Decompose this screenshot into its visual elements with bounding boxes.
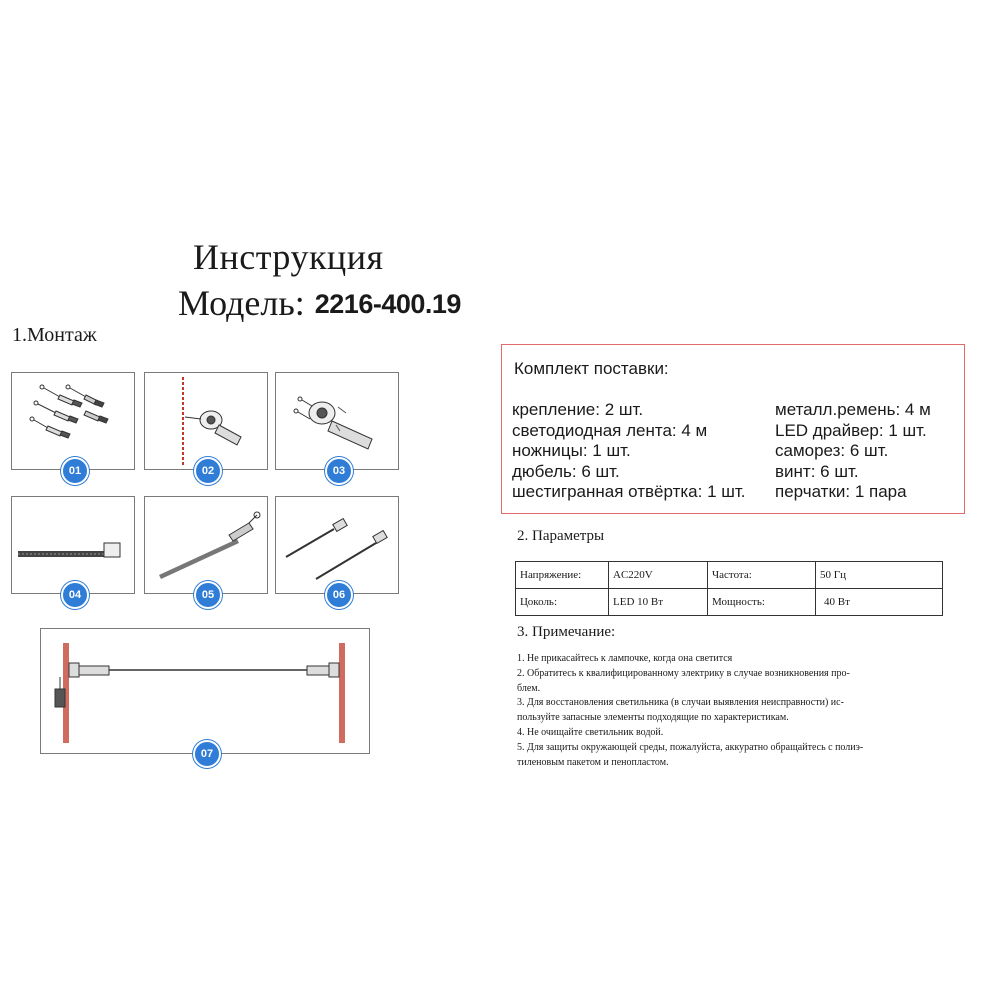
param-value: 40 Вт	[816, 589, 943, 616]
note-line: блем.	[517, 682, 541, 694]
step-badge-02: 02	[194, 457, 222, 485]
step-badge-05: 05	[194, 581, 222, 609]
step-badge-01: 01	[61, 457, 89, 485]
param-value: 50 Гц	[816, 562, 943, 589]
kit-item: ножницы: 1 шт.	[512, 441, 631, 460]
note-line: 2. Обратитесь к квалифицированному электрику в случае возникновения про-	[517, 667, 850, 679]
param-value: LED 10 Вт	[609, 589, 708, 616]
step-03-panel	[275, 372, 399, 477]
kit-item: шестигранная отвёртка: 1 шт.	[512, 482, 746, 501]
kit-item: саморез: 6 шт.	[775, 441, 889, 460]
note-line: 4. Не очищайте светильник водой.	[517, 726, 664, 738]
model-label: Модель:	[178, 283, 305, 323]
step-01-panel	[11, 372, 135, 477]
package-contents-title: Комплект поставки:	[514, 359, 669, 378]
kit-item: крепление: 2 шт.	[512, 400, 644, 419]
step-badge-07: 07	[193, 740, 221, 768]
package-contents-right-list	[775, 400, 931, 503]
parameters-table	[515, 561, 943, 616]
param-label: Цоколь:	[516, 589, 609, 616]
installation-overview-illustration	[41, 629, 369, 753]
document-title: Инструкция	[193, 237, 384, 277]
note-line: пользуйте запасные элементы подходящие по характеристикам.	[517, 712, 789, 724]
table-row	[516, 562, 943, 589]
step-04-panel	[11, 496, 135, 601]
cables-endcaps-illustration	[276, 497, 398, 593]
table-row	[516, 589, 943, 616]
section-parameters-heading: 2. Параметры	[517, 528, 605, 544]
led-strip-illustration	[12, 497, 134, 593]
section-notes-heading: 3. Примечание:	[517, 624, 616, 640]
note-line: 1. Не прикасайтесь к лампочке, когда она светится	[517, 653, 733, 664]
bracket-screw-illustration	[276, 373, 398, 469]
step-badge-06: 06	[325, 581, 353, 609]
step-06-panel	[275, 496, 399, 601]
step-05-panel	[144, 496, 268, 601]
notes-list	[517, 652, 957, 770]
kit-item: винт: 6 шт.	[775, 461, 859, 481]
step-02-panel	[144, 372, 268, 477]
step-badge-03: 03	[325, 457, 353, 485]
note-line: 5. Для защиты окружающей среды, пожалуйста, аккуратно обращайтесь с полиэ-	[517, 741, 864, 753]
kit-item: дюбель: 6 шт.	[512, 461, 620, 481]
model-line	[178, 282, 461, 324]
model-number: 2216-400.19	[314, 289, 461, 319]
param-label: Мощность:	[708, 589, 816, 616]
param-label: Частота:	[708, 562, 816, 589]
kit-item: металл.ремень: 4 м	[775, 400, 931, 419]
package-contents-left-list	[512, 400, 746, 503]
strip-connector-illustration	[145, 497, 267, 593]
kit-item: перчатки: 1 пара	[775, 482, 907, 501]
note-line: 3. Для восстановления светильника (в случаи выявления неисправности) ис-	[517, 697, 844, 709]
step-badge-04: 04	[61, 581, 89, 609]
kit-item: светодиодная лента: 4 м	[512, 420, 708, 440]
wall-bracket-illustration	[145, 373, 267, 469]
package-contents-box	[501, 344, 965, 514]
param-value: AC220V	[609, 562, 708, 589]
screws-dowels-illustration	[12, 373, 134, 469]
param-label: Напряжение:	[516, 562, 609, 589]
section-mounting-heading: 1.Монтаж	[12, 324, 97, 346]
note-line: тиленовым пакетом и пенопластом.	[517, 756, 669, 768]
kit-item: LED драйвер: 1 шт.	[775, 420, 927, 440]
step-07-panel	[40, 628, 370, 760]
